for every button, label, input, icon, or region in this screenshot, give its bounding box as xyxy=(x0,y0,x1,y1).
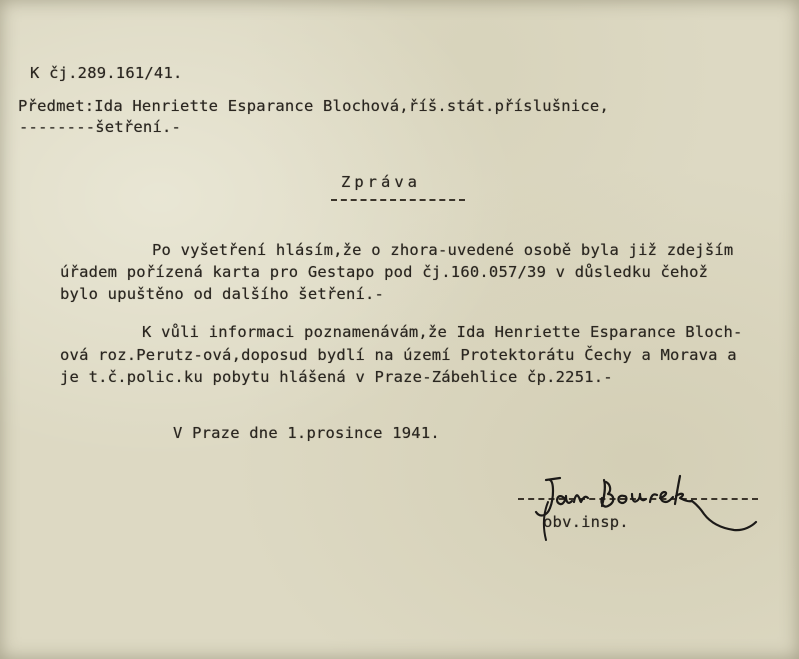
report-heading: Zpráva xyxy=(341,173,421,191)
paragraph-1-line-1: Po vyšetření hlásím,že o zhora-uvedené osobě byla již zdejším xyxy=(152,241,734,259)
subject-line-2: --------šetření.- xyxy=(19,118,182,136)
signature-tail-stroke xyxy=(536,500,556,546)
signatory-title: obv.insp. xyxy=(543,513,629,531)
paragraph-2-line-3: je t.č.polic.ku pobytu hlášená v Praze-Zábehlice čp.2251.- xyxy=(60,368,613,386)
reference-number: K čj.289.161/41. xyxy=(30,64,183,82)
paragraph-1-line-2: úřadem pořízená karta pro Gestapo pod čj.160.057/39 v důsledku čehož xyxy=(60,263,709,281)
paragraph-2-line-1: K vůli informaci poznamenávám,že Ida Henriette Esparance Bloch- xyxy=(142,323,743,341)
date-line: V Praze dne 1.prosince 1941. xyxy=(173,424,440,442)
paragraph-2-line-2: ová roz.Perutz-ová,doposud bydlí na území Protektorátu Čechy a Morava a xyxy=(60,346,737,364)
paragraph-1-line-3: bylo upuštěno od dalšího šetření.- xyxy=(60,285,385,303)
subject-line-1: Předmet:Ida Henriette Esparance Blochová,říš.stát.příslušnice, xyxy=(18,97,609,115)
handwritten-signature xyxy=(520,468,770,548)
heading-underline xyxy=(331,199,465,201)
